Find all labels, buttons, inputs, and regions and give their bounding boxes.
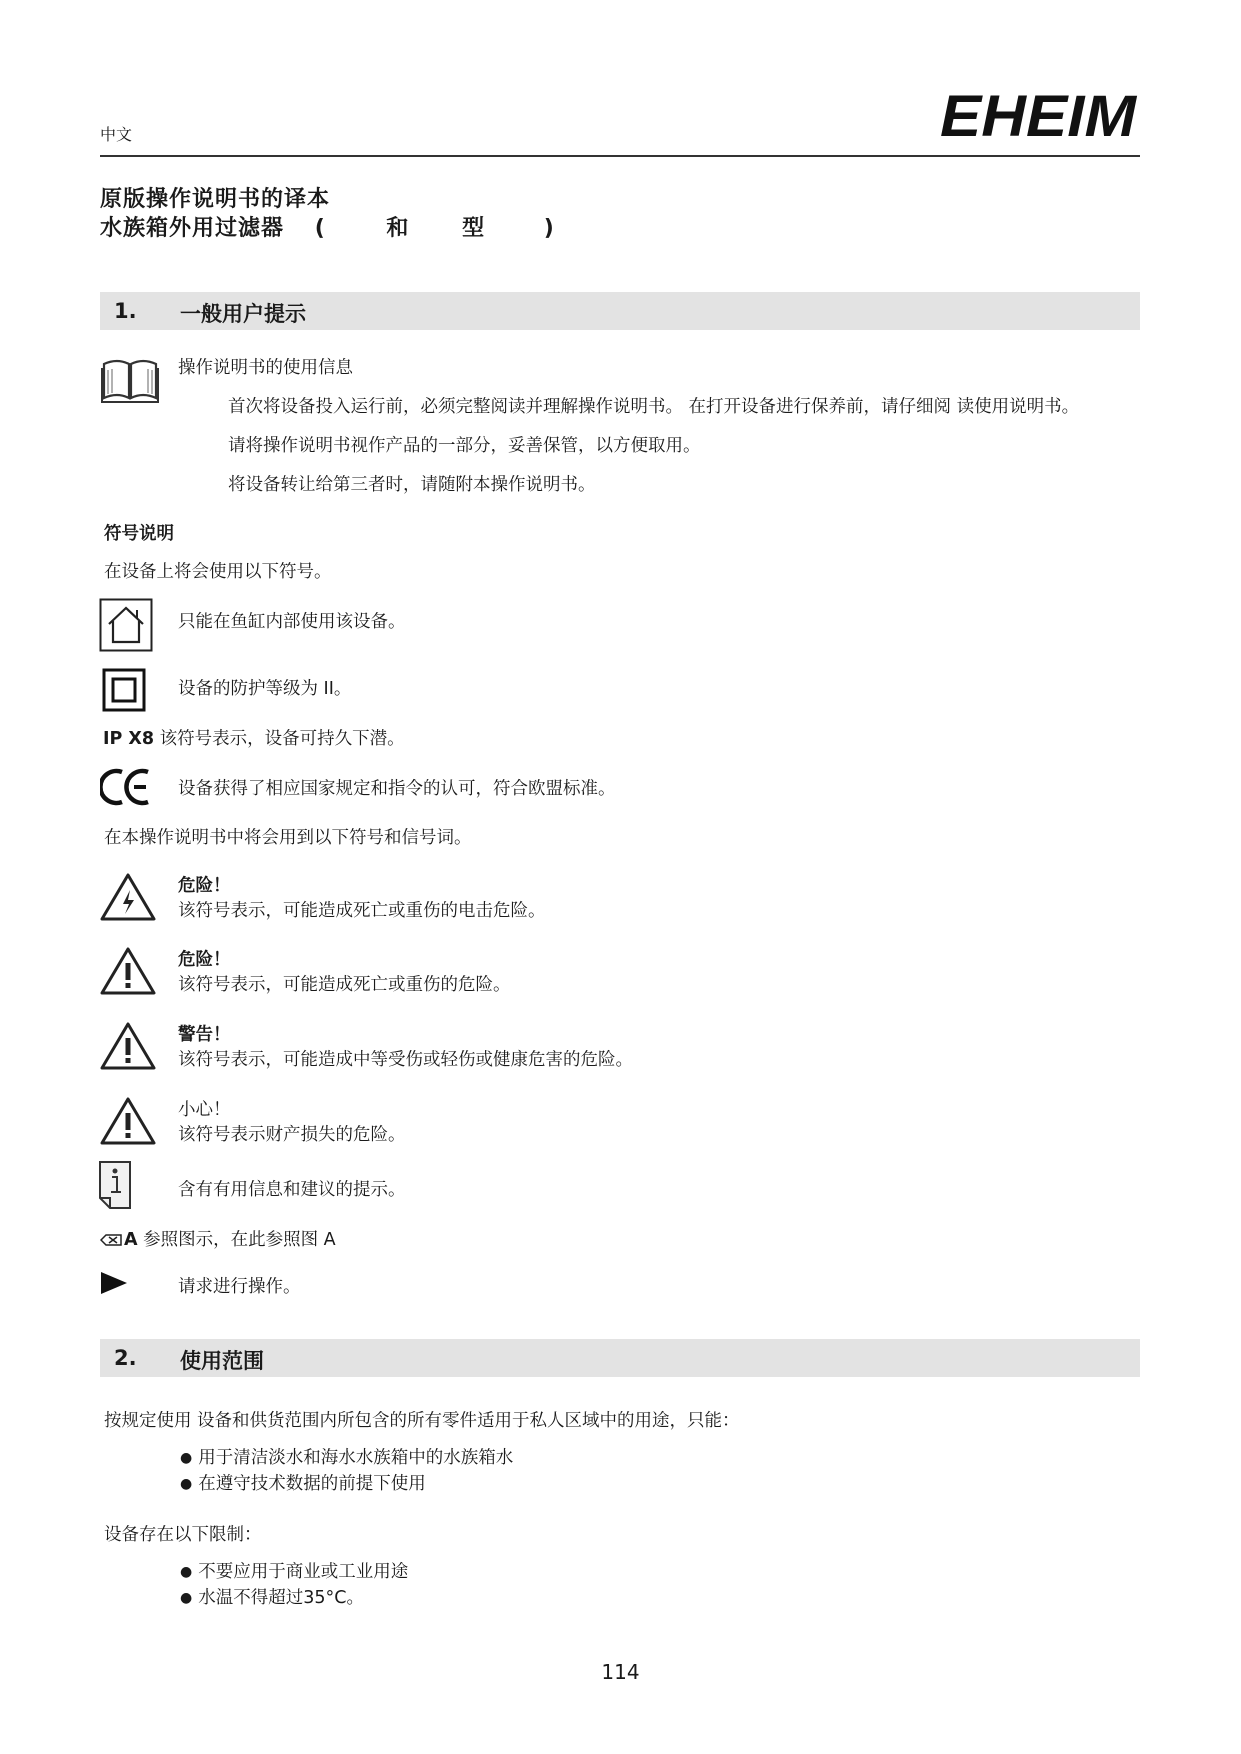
warning-3-title: 警告！ — [178, 1025, 231, 1045]
restrictions-heading: 设备存在以下限制： — [104, 1525, 262, 1545]
ce-text: 设备获得了相应国家规定和指令的认可，符合欧盟标准。 — [178, 779, 616, 799]
language-label: 中文 — [100, 125, 133, 144]
warning-2-text: 该符号表示，可能造成死亡或重伤的危险。 — [178, 975, 511, 995]
electric-warning-icon — [99, 872, 157, 922]
warning-2-title: 危险！ — [178, 950, 231, 970]
danger-warning-icon — [99, 946, 157, 996]
figure-ref-text: 参照图示，在此参照图 A — [137, 1230, 336, 1250]
figure-ref-icon — [100, 1233, 122, 1247]
warning-4-text: 该符号表示财产损失的危险。 — [178, 1125, 406, 1145]
subtitle-close-paren: ) — [543, 216, 555, 241]
warning-4-title: 小心！ — [178, 1100, 231, 1120]
warning-1-text: 该符号表示，可能造成死亡或重伤的电击危险。 — [178, 901, 546, 921]
ipx8-label: IP X8 — [103, 729, 155, 749]
figure-ref-label: A — [124, 1230, 138, 1250]
indoor-use-text: 只能在鱼缸内部使用该设备。 — [178, 612, 406, 632]
section-1-number: 1. — [114, 299, 137, 323]
warning-icon — [99, 1021, 157, 1071]
protection-class-text: 设备的防护等级为 II。 — [178, 679, 352, 699]
manual-info-line-2: 请将操作说明书视作产品的一部分，妥善保管，以方便取用。 — [228, 436, 701, 456]
header-rule — [100, 155, 1140, 157]
usage-item-2: ● 在遵守技术数据的前提下使用 — [180, 1470, 426, 1495]
document-subtitle — [100, 211, 555, 242]
restriction-item-1: ● 不要应用于商业或工业用途 — [180, 1558, 408, 1583]
subtitle-and: 和 — [386, 216, 410, 241]
restriction-item-2: ● 水温不得超过35°C。 — [180, 1584, 364, 1609]
manual-info-line-1: 首次将设备投入运行前，必须完整阅读并理解操作说明书。 在打开设备进行保养前，请仔细阅 读使用说明书。 — [228, 397, 1080, 417]
book-icon — [100, 356, 160, 404]
section-2-title: 使用范围 — [180, 1349, 264, 1373]
ce-mark-icon — [100, 768, 152, 806]
warning-3-text: 该符号表示，可能造成中等受伤或轻伤或健康危害的危险。 — [178, 1050, 633, 1070]
manual-info-heading: 操作说明书的使用信息 — [178, 358, 353, 378]
info-note-icon — [98, 1160, 132, 1210]
protection-class-2-icon — [102, 668, 146, 712]
symbols-heading: 符号说明 — [104, 524, 174, 544]
logo-text: EHEIM — [940, 86, 1138, 146]
manual-info-line-3: 将设备转让给第三者时，请随附本操作说明书。 — [228, 475, 596, 495]
warning-1-title: 危险！ — [178, 876, 231, 896]
subtitle-open-paren: ( — [314, 216, 326, 241]
info-text: 含有有用信息和建议的提示。 — [178, 1180, 406, 1200]
section-2-number: 2. — [114, 1346, 137, 1370]
eheim-logo — [940, 86, 1140, 146]
usage-item-1: ● 用于清洁淡水和海水水族箱中的水族箱水 — [180, 1444, 513, 1469]
section-1-title: 一般用户提示 — [180, 302, 306, 326]
action-text: 请求进行操作。 — [178, 1277, 301, 1297]
page-number: 114 — [601, 1660, 640, 1684]
action-arrow-icon — [100, 1271, 128, 1295]
section-2-header — [100, 1339, 1140, 1377]
indoor-use-icon — [99, 598, 153, 652]
caution-icon — [99, 1096, 157, 1146]
document-title: 原版操作说明书的译本 — [100, 187, 331, 212]
ipx8-text: 该符号表示，设备可持久下潜。 — [154, 729, 405, 749]
subtitle-type: 型 — [462, 216, 486, 241]
subtitle-main: 水族箱外用过滤器 — [100, 216, 285, 241]
symbols-intro: 在设备上将会使用以下符号。 — [104, 562, 332, 582]
ipx8-line — [103, 725, 405, 750]
manual-symbols-intro: 在本操作说明书中将会用到以下符号和信号词。 — [104, 828, 472, 848]
figure-ref-line — [100, 1226, 336, 1251]
usage-intro: 按规定使用 设备和供货范围内所包含的所有零件适用于私人区域中的用途，只能： — [104, 1411, 740, 1431]
section-1-header — [100, 292, 1140, 330]
